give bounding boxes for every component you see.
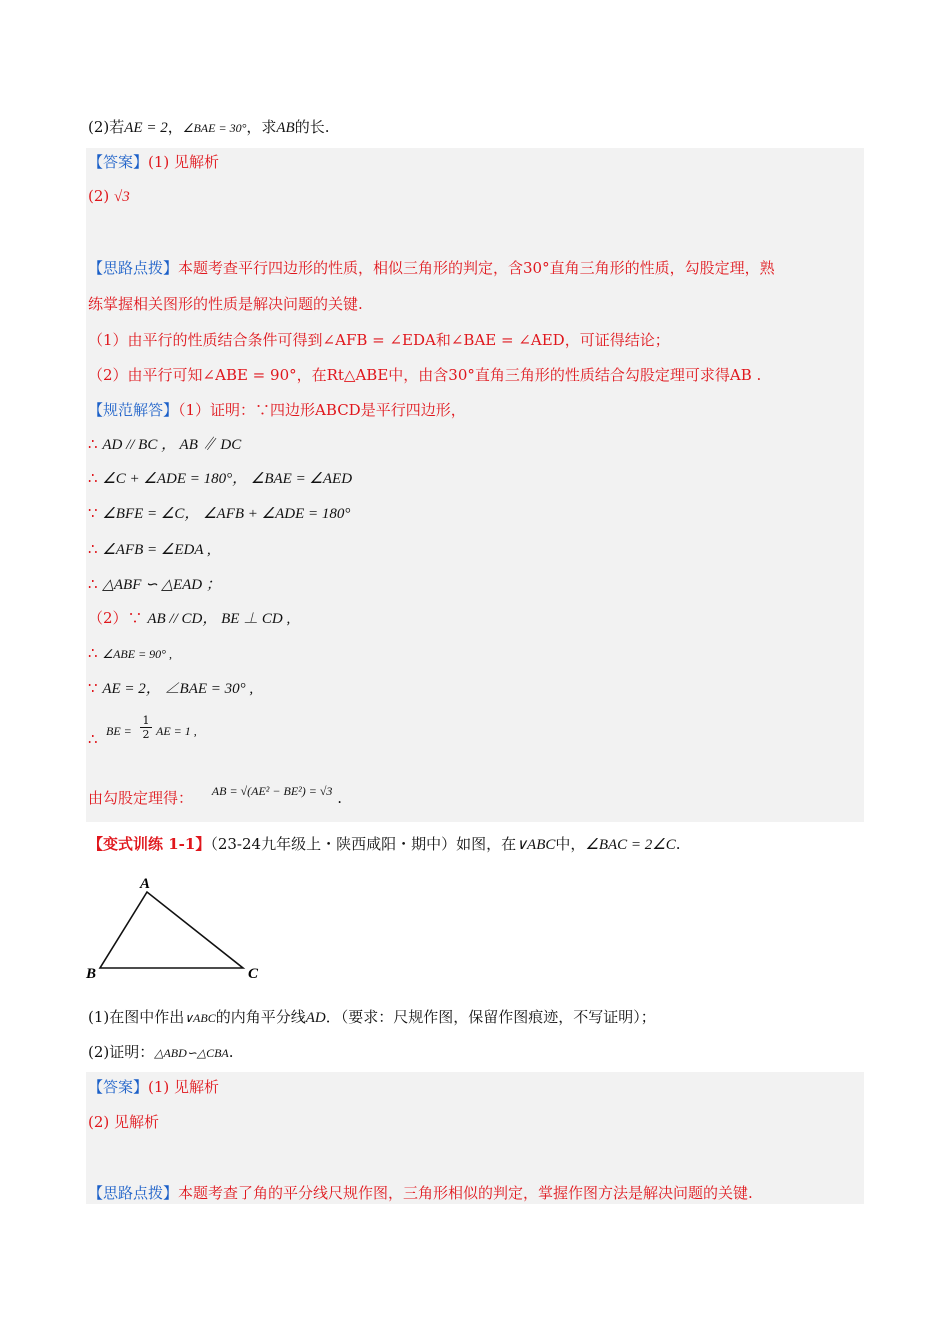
answer2-line-1: 【答案】(1) 见解析 [88, 1078, 220, 1096]
solution-tag: 【规范解答】 [88, 401, 179, 419]
hint-step-2: （2）由平行可知∠ABE = 90°，在Rt△ABE中，由含30°直角三角形的性质结合勾股定理可求得AB . [88, 366, 762, 384]
solution-intro: 【规范解答】（1）证明：∵四边形ABCD是平行四边形， [88, 401, 466, 419]
variant-question-2: (2)证明：△ABD∽△CBA. [88, 1043, 234, 1061]
proof-line-3: ∵ ∠BFE = ∠C， ∠AFB + ∠ADE = 180° [88, 504, 351, 522]
hint-tag: 【思路点拨】 [88, 259, 179, 277]
hint-step-1: （1）由平行的性质结合条件可得到∠AFB = ∠EDA和∠BAE = ∠AED，可证得结论； [88, 331, 670, 349]
hint2-tag: 【思路点拨】 [88, 1184, 179, 1202]
answer-line-1: 【答案】(1) 见解析 [88, 153, 220, 171]
hint-line-2: 练掌握相关图形的性质是解决问题的关键. [88, 295, 363, 313]
vertex-label-b: B [86, 966, 97, 982]
variant-title: 【变式训练 1-1】（23-24九年级上・陕西咸阳・期中）如图，在∨ABC中，∠BAC = 2∠C. [88, 835, 681, 853]
answer2-line-2: (2) 见解析 [88, 1113, 160, 1131]
proof-line-5: ∴ △ABF ∽ △EAD ； [88, 575, 221, 593]
variant-tag: 【变式训练 1-1】 [88, 835, 211, 853]
question-part-2: (2)若AE = 2，∠BAE = 30°，求AB的长. [88, 118, 330, 136]
vertex-label-c: C [248, 966, 259, 982]
fraction: 1 2 [140, 714, 152, 741]
answer-line-2: (2) √3 [88, 187, 130, 205]
answer2-hint: 【思路点拨】本题考查了角的平分线尺规作图，三角形相似的判定，掌握作图方法是解决问题的关键. [88, 1184, 753, 1202]
variant-question-1: (1)在图中作出∨ABC的内角平分线AD．（要求：尺规作图，保留作图痕迹，不写证明）； [88, 1008, 656, 1026]
proof-line-1: ∴ AD // BC ， AB ∥ DC [88, 435, 242, 453]
triangle-abc [100, 892, 243, 968]
proof-line-2: ∴ ∠C + ∠ADE = 180°， ∠BAE = ∠AED [88, 469, 353, 487]
proof-line-4: ∴ ∠AFB = ∠EDA , [88, 540, 211, 558]
answer-tag: 【答案】 [88, 153, 149, 171]
answer2-tag: 【答案】 [88, 1078, 149, 1096]
hint-line-1: 【思路点拨】本题考查平行四边形的性质，相似三角形的判定，含30°直角三角形的性质，勾股定理，熟 [88, 259, 775, 277]
proof2-line-1: ∴ ∠ABE = 90° , [88, 644, 172, 662]
triangle-figure [80, 870, 270, 985]
proof-part-2-intro: （2）∵ AB // CD， BE ⊥ CD , [88, 609, 291, 627]
vertex-label-a: A [140, 876, 151, 892]
final-equation: 由勾股定理得： $^{AB = √(AE^2 - BE^2) = √3}$ . [88, 784, 342, 807]
proof2-line-2: ∵ AE = 2， ∠BAE = 30° , [88, 679, 254, 697]
